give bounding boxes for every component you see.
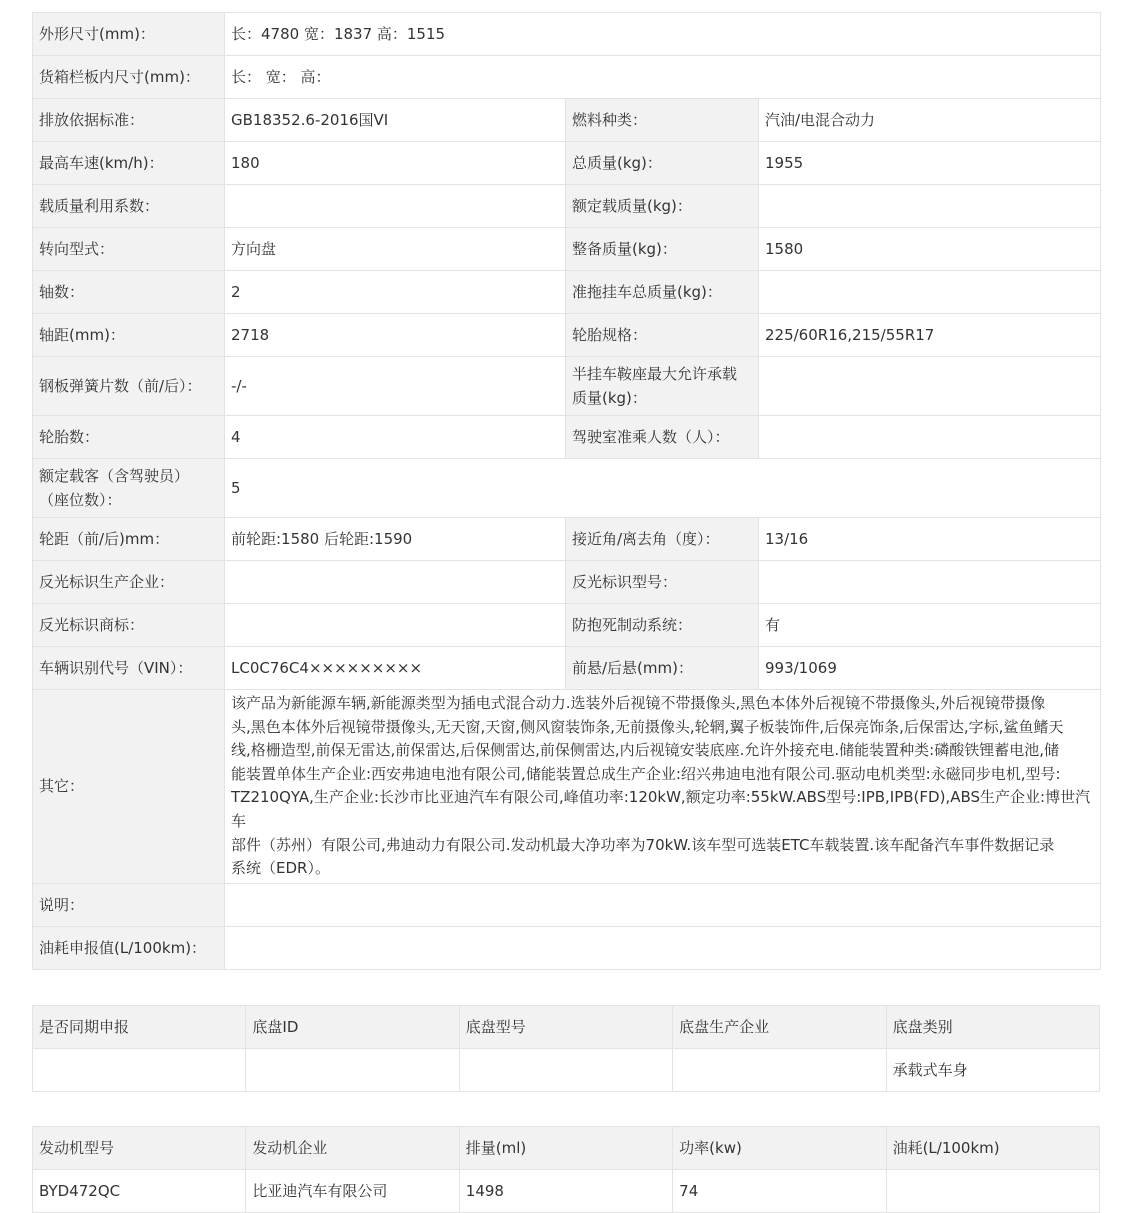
axles-label: 轴数： — [33, 271, 225, 314]
spec-row — [33, 690, 1101, 884]
engine-cell: BYD472QC — [33, 1169, 246, 1212]
chassis-cell — [246, 1048, 459, 1091]
other-text-line: 部件（苏州）有限公司,弗迪动力有限公司.发动机最大净功率为70kW.该车型可选装ETC车载装置.该车配备汽车事件数据记录 — [231, 835, 1055, 854]
dims-value: 长：4780 宽：1837 高：1515 — [225, 13, 1101, 56]
reflector-brand-label: 反光标识商标： — [33, 604, 225, 647]
engine-data-row — [33, 1169, 1100, 1212]
curb-mass-label: 整备质量(kg)： — [566, 228, 759, 271]
chassis-header-row — [33, 1005, 1100, 1048]
springs-label: 钢板弹簧片数（前/后）： — [33, 357, 225, 416]
spec-row — [33, 604, 1101, 647]
wheelbase-value: 2718 — [225, 314, 566, 357]
spec-row — [33, 142, 1101, 185]
chassis-header-cell: 是否同期申报 — [33, 1005, 246, 1048]
vin-label: 车辆识别代号（VIN）： — [33, 647, 225, 690]
chassis-cell: 承载式车身 — [886, 1048, 1099, 1091]
other-text-line: TZ210QYA,生产企业:长沙市比亚迪汽车有限公司,峰值功率:120kW,额定功率:55kW.ABS型号:IPB,IPB(FD),ABS生产企业:博世汽车 — [231, 788, 1091, 830]
fuel-label: 燃料种类： — [566, 99, 759, 142]
overhang-value: 993/1069 — [759, 647, 1101, 690]
engine-cell: 比亚迪汽车有限公司 — [246, 1169, 459, 1212]
cab-passengers-label: 驾驶室准乘人数（人）： — [566, 416, 759, 459]
spec-row — [33, 271, 1101, 314]
tires-label: 轮胎数： — [33, 416, 225, 459]
engine-cell: 1498 — [459, 1169, 672, 1212]
track-label: 轮距（前/后)mm： — [33, 518, 225, 561]
spec-row — [33, 314, 1101, 357]
chassis-cell — [459, 1048, 672, 1091]
other-text-line: 头,黑色本体外后视镜带摄像头,无天窗,天窗,侧风窗装饰条,无前摄像头,轮辋,翼子板装饰件,后保亮饰条,后保雷达,字标,鲨鱼鳍天 — [231, 717, 1064, 736]
dims-label: 外形尺寸(mm)： — [33, 13, 225, 56]
passengers-value: 5 — [225, 459, 1101, 518]
spec-row — [33, 228, 1101, 271]
angle-value: 13/16 — [759, 518, 1101, 561]
passengers-label-line1: 额定载客（含驾驶员） — [39, 467, 190, 485]
tire-spec-value: 225/60R16,215/55R17 — [759, 314, 1101, 357]
other-text-line: 该产品为新能源车辆,新能源类型为插电式混合动力.选装外后视镜不带摄像头,黑色本体外后视镜不带摄像头,外后视镜带摄像 — [231, 694, 1046, 712]
spec-row — [33, 99, 1101, 142]
note-label: 说明： — [33, 883, 225, 926]
semi-trailer-label-line1: 半挂车鞍座最大允许承载 — [572, 365, 738, 383]
chassis-data-row — [33, 1048, 1100, 1091]
speed-value: 180 — [225, 142, 566, 185]
tires-value: 4 — [225, 416, 566, 459]
fuel-declared-label: 油耗申报值(L/100km)： — [33, 926, 225, 969]
emission-value: GB18352.6-2016国VI — [225, 99, 566, 142]
steering-label: 转向型式： — [33, 228, 225, 271]
engine-header-cell: 排量(ml) — [459, 1126, 672, 1169]
semi-trailer-value — [759, 357, 1101, 416]
emission-label: 排放依据标准： — [33, 99, 225, 142]
spec-row — [33, 56, 1101, 99]
reflector-maker-label: 反光标识生产企业： — [33, 561, 225, 604]
chassis-header-cell: 底盘类别 — [886, 1005, 1099, 1048]
semi-trailer-label — [566, 357, 759, 416]
cargo-label: 货箱栏板内尺寸(mm)： — [33, 56, 225, 99]
total-mass-label: 总质量(kg)： — [566, 142, 759, 185]
semi-trailer-label-line2: 质量(kg)： — [572, 389, 647, 407]
trailer-mass-value — [759, 271, 1101, 314]
fuel-value: 汽油/电混合动力 — [759, 99, 1101, 142]
note-value — [225, 883, 1101, 926]
springs-value: -/- — [225, 357, 566, 416]
cargo-value: 长： 宽： 高： — [225, 56, 1101, 99]
chassis-header-cell: 底盘ID — [246, 1005, 459, 1048]
passengers-label-line2: （座位数）： — [39, 491, 122, 509]
tire-spec-label: 轮胎规格： — [566, 314, 759, 357]
engine-header-row — [33, 1126, 1100, 1169]
engine-cell — [886, 1169, 1099, 1212]
cab-passengers-value — [759, 416, 1101, 459]
engine-header-cell: 发动机型号 — [33, 1126, 246, 1169]
content — [32, 12, 1100, 1213]
rated-load-label: 额定载质量(kg)： — [566, 185, 759, 228]
spec-row — [33, 561, 1101, 604]
curb-mass-value: 1580 — [759, 228, 1101, 271]
spec-row — [33, 13, 1101, 56]
engine-header-cell: 油耗(L/100km) — [886, 1126, 1099, 1169]
angle-label: 接近角/离去角（度）： — [566, 518, 759, 561]
other-label: 其它： — [33, 690, 225, 884]
rated-load-value — [759, 185, 1101, 228]
spec-row — [33, 883, 1101, 926]
reflector-brand-value — [225, 604, 566, 647]
engine-header-cell: 发动机企业 — [246, 1126, 459, 1169]
fuel-declared-value — [225, 926, 1101, 969]
engine-cell: 74 — [673, 1169, 886, 1212]
other-text-line: 系统（EDR）。 — [231, 859, 330, 878]
chassis-header-cell: 底盘生产企业 — [673, 1005, 886, 1048]
other-value — [225, 690, 1101, 884]
engine-header-cell: 功率(kw) — [673, 1126, 886, 1169]
wheelbase-label: 轴距(mm)： — [33, 314, 225, 357]
chassis-header-cell: 底盘型号 — [459, 1005, 672, 1048]
spec-row — [33, 926, 1101, 969]
spec-row — [33, 459, 1101, 518]
load-coef-label: 载质量利用系数： — [33, 185, 225, 228]
speed-label: 最高车速(km/h)： — [33, 142, 225, 185]
abs-value: 有 — [759, 604, 1101, 647]
track-value: 前轮距:1580 后轮距:1590 — [225, 518, 566, 561]
abs-label: 防抱死制动系统： — [566, 604, 759, 647]
spec-row — [33, 647, 1101, 690]
spec-row — [33, 416, 1101, 459]
reflector-model-label: 反光标识型号： — [566, 561, 759, 604]
chassis-cell — [673, 1048, 886, 1091]
engine-table — [32, 1126, 1100, 1213]
chassis-cell — [33, 1048, 246, 1091]
other-text-line: 能装置单体生产企业:西安弗迪电池有限公司,储能装置总成生产企业:绍兴弗迪电池有限公司.驱动电机类型:永磁同步电机,型号: — [231, 764, 1061, 783]
spec-row — [33, 518, 1101, 561]
axles-value: 2 — [225, 271, 566, 314]
load-coef-value — [225, 185, 566, 228]
vin-value: LC0C76C4××××××××× — [225, 647, 566, 690]
trailer-mass-label: 准拖挂车总质量(kg)： — [566, 271, 759, 314]
other-text-line: 线,格栅造型,前保无雷达,前保雷达,后保侧雷达,前保侧雷达,内后视镜安装底座.允许外接充电.储能装置种类:磷酸铁锂蓄电池,储 — [231, 741, 1059, 760]
reflector-model-value — [759, 561, 1101, 604]
chassis-table — [32, 1005, 1100, 1092]
passengers-label — [33, 459, 225, 518]
total-mass-value: 1955 — [759, 142, 1101, 185]
overhang-label: 前悬/后悬(mm)： — [566, 647, 759, 690]
steering-value: 方向盘 — [225, 228, 566, 271]
spec-row — [33, 185, 1101, 228]
spec-row — [33, 357, 1101, 416]
reflector-maker-value — [225, 561, 566, 604]
vehicle-spec-table — [32, 12, 1101, 970]
